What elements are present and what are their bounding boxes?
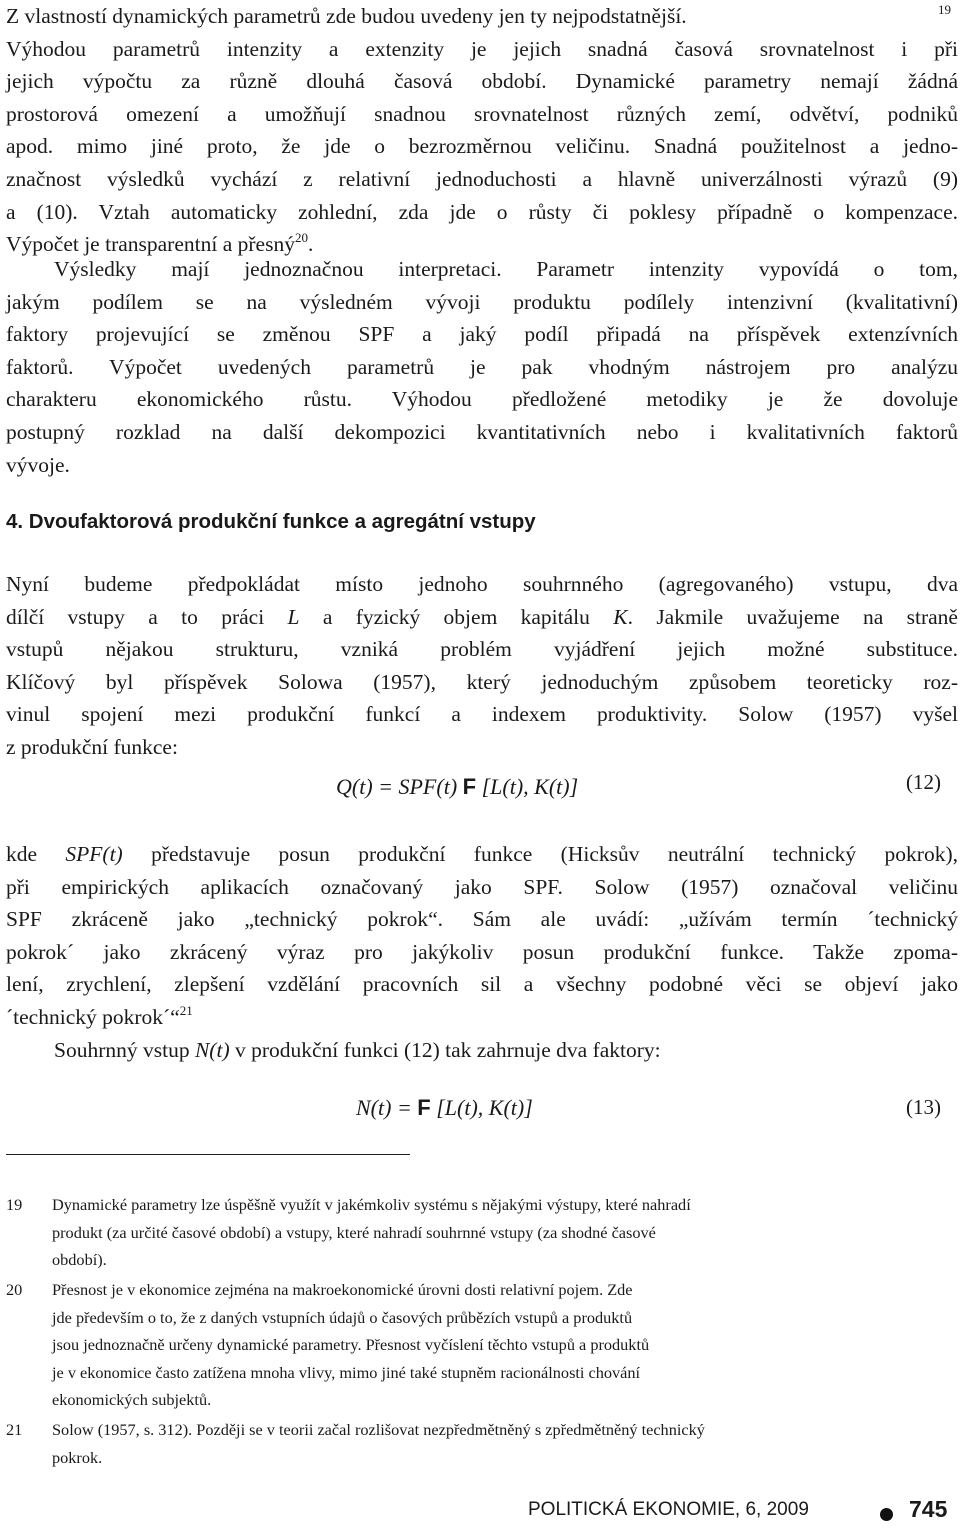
footnote-ref-20[interactable]: 20 (294, 230, 308, 246)
text-line: období). (52, 1250, 107, 1270)
text-line: jsou jednoznačně určeny dynamické parametry. Přesnost vyčíslení těchto vstupů a produktů (52, 1335, 650, 1355)
text-line: Solow (1957, s. 312). Později se v teorii začal rozlišovat nezpředmětněný s zpředmětněný technický (52, 1420, 705, 1439)
text-line: prostorová omezení a umožňují snadnou srovnatelnost různých zemí, odvětví, podniků (6, 101, 958, 126)
text-line: vývoje. (6, 452, 70, 477)
variable-K: K (613, 604, 628, 629)
text-fragment: dílčí vstupy a to práci (6, 604, 288, 629)
text-line: Výhodou parametrů intenzity a extenzity je jejich snadná časová srovnatelnost i při (6, 36, 958, 61)
equation-lhs: Q(t) = SPF(t) (336, 774, 463, 799)
text-line: jejich výpočtu za různě dlouhá časová období. Dynamické parametry nemají žádná (6, 69, 958, 94)
text-line: jakým podílem se na výsledném vývoji produktu podílely intenzivní (kvalitativní) (6, 289, 958, 314)
text-line: je v ekonomice často zatížena mnoha vlivy, mimo jiné také stupněm racionálnosti chování (52, 1362, 641, 1382)
variable-L: L (287, 604, 300, 629)
equation-lhs: N(t) = (356, 1095, 418, 1120)
text-fragment: . Jakmile uvažujeme na straně (627, 604, 958, 629)
text-line: pokrok. (52, 1447, 103, 1467)
page-number: 745 (909, 1496, 948, 1522)
text-fragment: a fyzický objem kapitálu (299, 604, 614, 629)
journal-page: Z vlastností dynamických parametrů zde budou uvedeny jen ty nejpodstatnější. Výhodou parametrů intenzity a extenzity je jejich snadná časová srovnatelnost i při jejich výpočtu za různě dlouhá časová období. Dynamické parametry nemají žádná prostorová omezení a umožňují snadnou srovnatelnost různých zemí, odvětví, podniků apod. mimo jiné proto, že jde o bezrozměrnou veličinu. Snadná použitelnost a jedno- značnost výsledků vychází z relativní jednoduchosti a hlavně univerzálnosti výrazů (9) a (10). Vztah automaticky zohlední, zda jde o růsty či poklesy případně o kompenzace. Výpočet je transparentní a přesný$^{20}$. 19 Výsledky mají jednoznačnou interpretaci. Parametr intenzity vypovídá o tom, jakým podílem se na výsledném vývoji produktu podílely intenzivní (kvalitativní) faktory projevující se změnou SPF a jaký podíl připadá na příspěvek extenzívních faktorů. Výpočet uvedených parametrů je pak vhodným nástrojem pro analýzu charakteru ekonomického růstu. Výhodou předložené metodiky je že dovoluje postupný rozklad na další dekompozici kvantitativních nebo i kvalitativních faktorů vývoje. 4. Dvoufaktorová produkční funkce a agregátní vstupy Nyní budeme předpokládat místo jednoho souhrnného (agregovaného) vstupu, dva dílčí vstupy a to práci L a fyzický objem kapitálu K. Jakmile uvažujeme na straně vstupů nějakou strukturu, vzniká problém vyjádření jejich možné substituce. Klíčový byl příspěvek Solowa (1957), který jednoduchým způsobem teoreticky roz- vinul spojení mezi produkční funkcí a indexem produktivity. Solow (1957) vyšel z produkční funkce: Q(t) = SPF(t) F [L(t), K(t)] (12) kde SPF(t) představuje posun produkční funkce (Hicksův neutrální technický pokrok), při empirických aplikacích označovaný jako SPF. Solow (1957) označoval veličinu SPF zkráceně jako „technický pokrok“. Sám ale uvádí: „užívám termín ´technický pokrok´ jako zkrácený výraz pro jakýkoliv posun produkční funkce. Takže zpoma- lení, zrychlení, zlepšení vzdělání pracovních sil a všechny podobné věci se objeví jako ´technický pokrok´“$^{21}$ Souhrnný vstup N(t) v produkční funkci (12) tak zahrnuje dva faktory: N(t) = F [L(t), K(t)] (13) 19 Dynamické parametry lze úspěšně využít v jakémkoliv systému s nějakými výstupy, které nahradí produkt (za určité časové období) a vstupy, které nahradí souhrnné vstupy (za shodné časové období). 20 Přesnost je v ekonomice zejména na makroekonomické úrovni dosti relativní pojem. Zde jde především o to, že z daných vstupních údajů o časových průbězích vstupů a produktů jsou jednoznačně určeny dynamické parametry. Přesnost vyčíslení těchto vstupů a produktů je v ekonomice často zatížena mnoha vlivy, mimo jiné také stupněm racionálnosti chování ekonomických subjektů. 21 Solow (1957, s. 312). Později se v teorii začal rozlišovat nezpředmětněný s zpředmětněný technický pokrok. POLITICKÁ EKONOMIE, 6, 2009 745 (6, 2, 958, 1522)
text-line: lení, zrychlení, zlepšení vzdělání pracovních sil a všechny podobné věci se objeví jako (6, 972, 958, 997)
journal-footer: POLITICKÁ EKONOMIE, 6, 2009 (528, 1499, 809, 1520)
text-line: ekonomických subjektů. (52, 1390, 212, 1410)
text-line: z produkční funkce: (6, 734, 178, 759)
text-line: Klíčový byl příspěvek Solowa (1957), který jednoduchým způsobem teoreticky roz- (6, 669, 958, 694)
paragraph-solow-spf (6, 838, 958, 1066)
text-line: SPF zkráceně jako „technický pokrok“. Sám ale uvádí: „užívám termín ´technický (6, 907, 958, 932)
text-line: vstupů nějakou strukturu, vzniká problém vyjádření jejich možné substituce. (6, 637, 958, 662)
footnote-text (52, 1276, 952, 1414)
function-F: F (417, 1095, 431, 1120)
function-F: F (462, 774, 477, 799)
bullet-dot-icon (880, 1508, 893, 1521)
footnote-number: 20 (6, 1280, 23, 1299)
text-line: apod. mimo jiné proto, že jde o bezrozměrnou veličinu. Snadná použitelnost a jedno- (6, 134, 958, 159)
text-fragment: Souhrnný vstup (54, 1037, 195, 1062)
text-line: Výsledky mají jednoznačnou interpretaci. Parametr intenzity vypovídá o tom, (54, 257, 958, 281)
text-line: faktorů. Výpočet uvedených parametrů je pak vhodným nástrojem pro analýzu (6, 354, 958, 379)
paragraph-results-interpretation (6, 253, 958, 481)
equation-12 (336, 774, 578, 800)
footnote-text (52, 1416, 952, 1471)
footnote-divider (6, 1154, 410, 1155)
paragraph-dynamic-parameters (6, 0, 958, 261)
text-line: při empirických aplikacích označovaný jako SPF. Solow (1957) označoval veličinu (6, 874, 958, 899)
text-line: vinul spojení mezi produkční funkcí a indexem produktivity. Solow (1957) vyšel (6, 702, 958, 727)
text-line (6, 838, 958, 871)
equation-rhs: [L(t), K(t)] (430, 1095, 533, 1120)
footnote-text (52, 1191, 952, 1274)
text-line: faktory projevující se změnou SPF a jaký podíl připadá na příspěvek extenzívních (6, 322, 958, 347)
equation-13 (356, 1095, 533, 1121)
text-line: a (10). Vztah automaticky zohlední, zda jde o růsty či poklesy případně o kompenzace. (6, 199, 958, 224)
footnote-number: 19 (6, 1195, 23, 1214)
text-fragment: ´technický pokrok´“ (6, 1004, 180, 1029)
text-line: charakteru ekonomického růstu. Výhodou předložené metodiky je že dovoluje (6, 387, 958, 412)
text-fragment: Výpočet je transparentní a přesný (6, 232, 295, 257)
text-line: značnost výsledků vychází z relativní jednoduchosti a hlavně univerzálnosti výrazů (9) (6, 166, 958, 191)
text-fragment: v produkční funkci (12) tak zahrnuje dva faktory: (229, 1037, 661, 1062)
footnote-number: 21 (6, 1420, 23, 1439)
equation-number-13: (13) (906, 1095, 941, 1119)
text-line: pokrok´ jako zkrácený výraz pro jakýkoliv posun produkční funkce. Takže zpoma- (6, 939, 958, 964)
text-line (6, 601, 958, 634)
equation-number-12: (12) (906, 770, 941, 794)
text-line: Nyní budeme předpokládat místo jednoho souhrnného (agregovaného) vstupu, dva (6, 572, 958, 596)
paragraph-two-factor-intro (6, 568, 958, 764)
equation-rhs: [L(t), K(t)] (476, 774, 579, 799)
text-fragment: kde (6, 842, 66, 866)
variable-N: N(t) (194, 1037, 230, 1062)
text-line: Dynamické parametry lze úspěšně využít v jakémkoliv systému s nějakými výstupy, které nahradí (52, 1195, 691, 1214)
text-line: Přesnost je v ekonomice zejména na makroekonomické úrovni dosti relativní pojem. Zde (52, 1280, 633, 1299)
text-line: Z vlastností dynamických parametrů zde budou uvedeny jen ty nejpodstatnější. (6, 4, 687, 28)
text-fragment: představuje posun produkční funkce (Hicksův neutrální technický pokrok), (122, 842, 958, 866)
text-line (6, 1034, 958, 1067)
text-line: produkt (za určité časové období) a vstupy, které nahradí souhrnné vstupy (za shodné časové (52, 1222, 656, 1242)
text-line (6, 1001, 958, 1034)
section-heading: 4. Dvoufaktorová produkční funkce a agregátní vstupy (6, 510, 536, 533)
text-line: postupný rozklad na další dekompozici kvantitativních nebo i kvalitativních faktorů (6, 419, 958, 444)
text-fragment: . (307, 232, 314, 257)
variable-spf: SPF(t) (65, 842, 123, 866)
footnote-ref-21[interactable]: 21 (179, 1002, 193, 1018)
text-line: jde především o to, že z daných vstupních údajů o časových průbězích vstupů a produktů (52, 1307, 633, 1327)
